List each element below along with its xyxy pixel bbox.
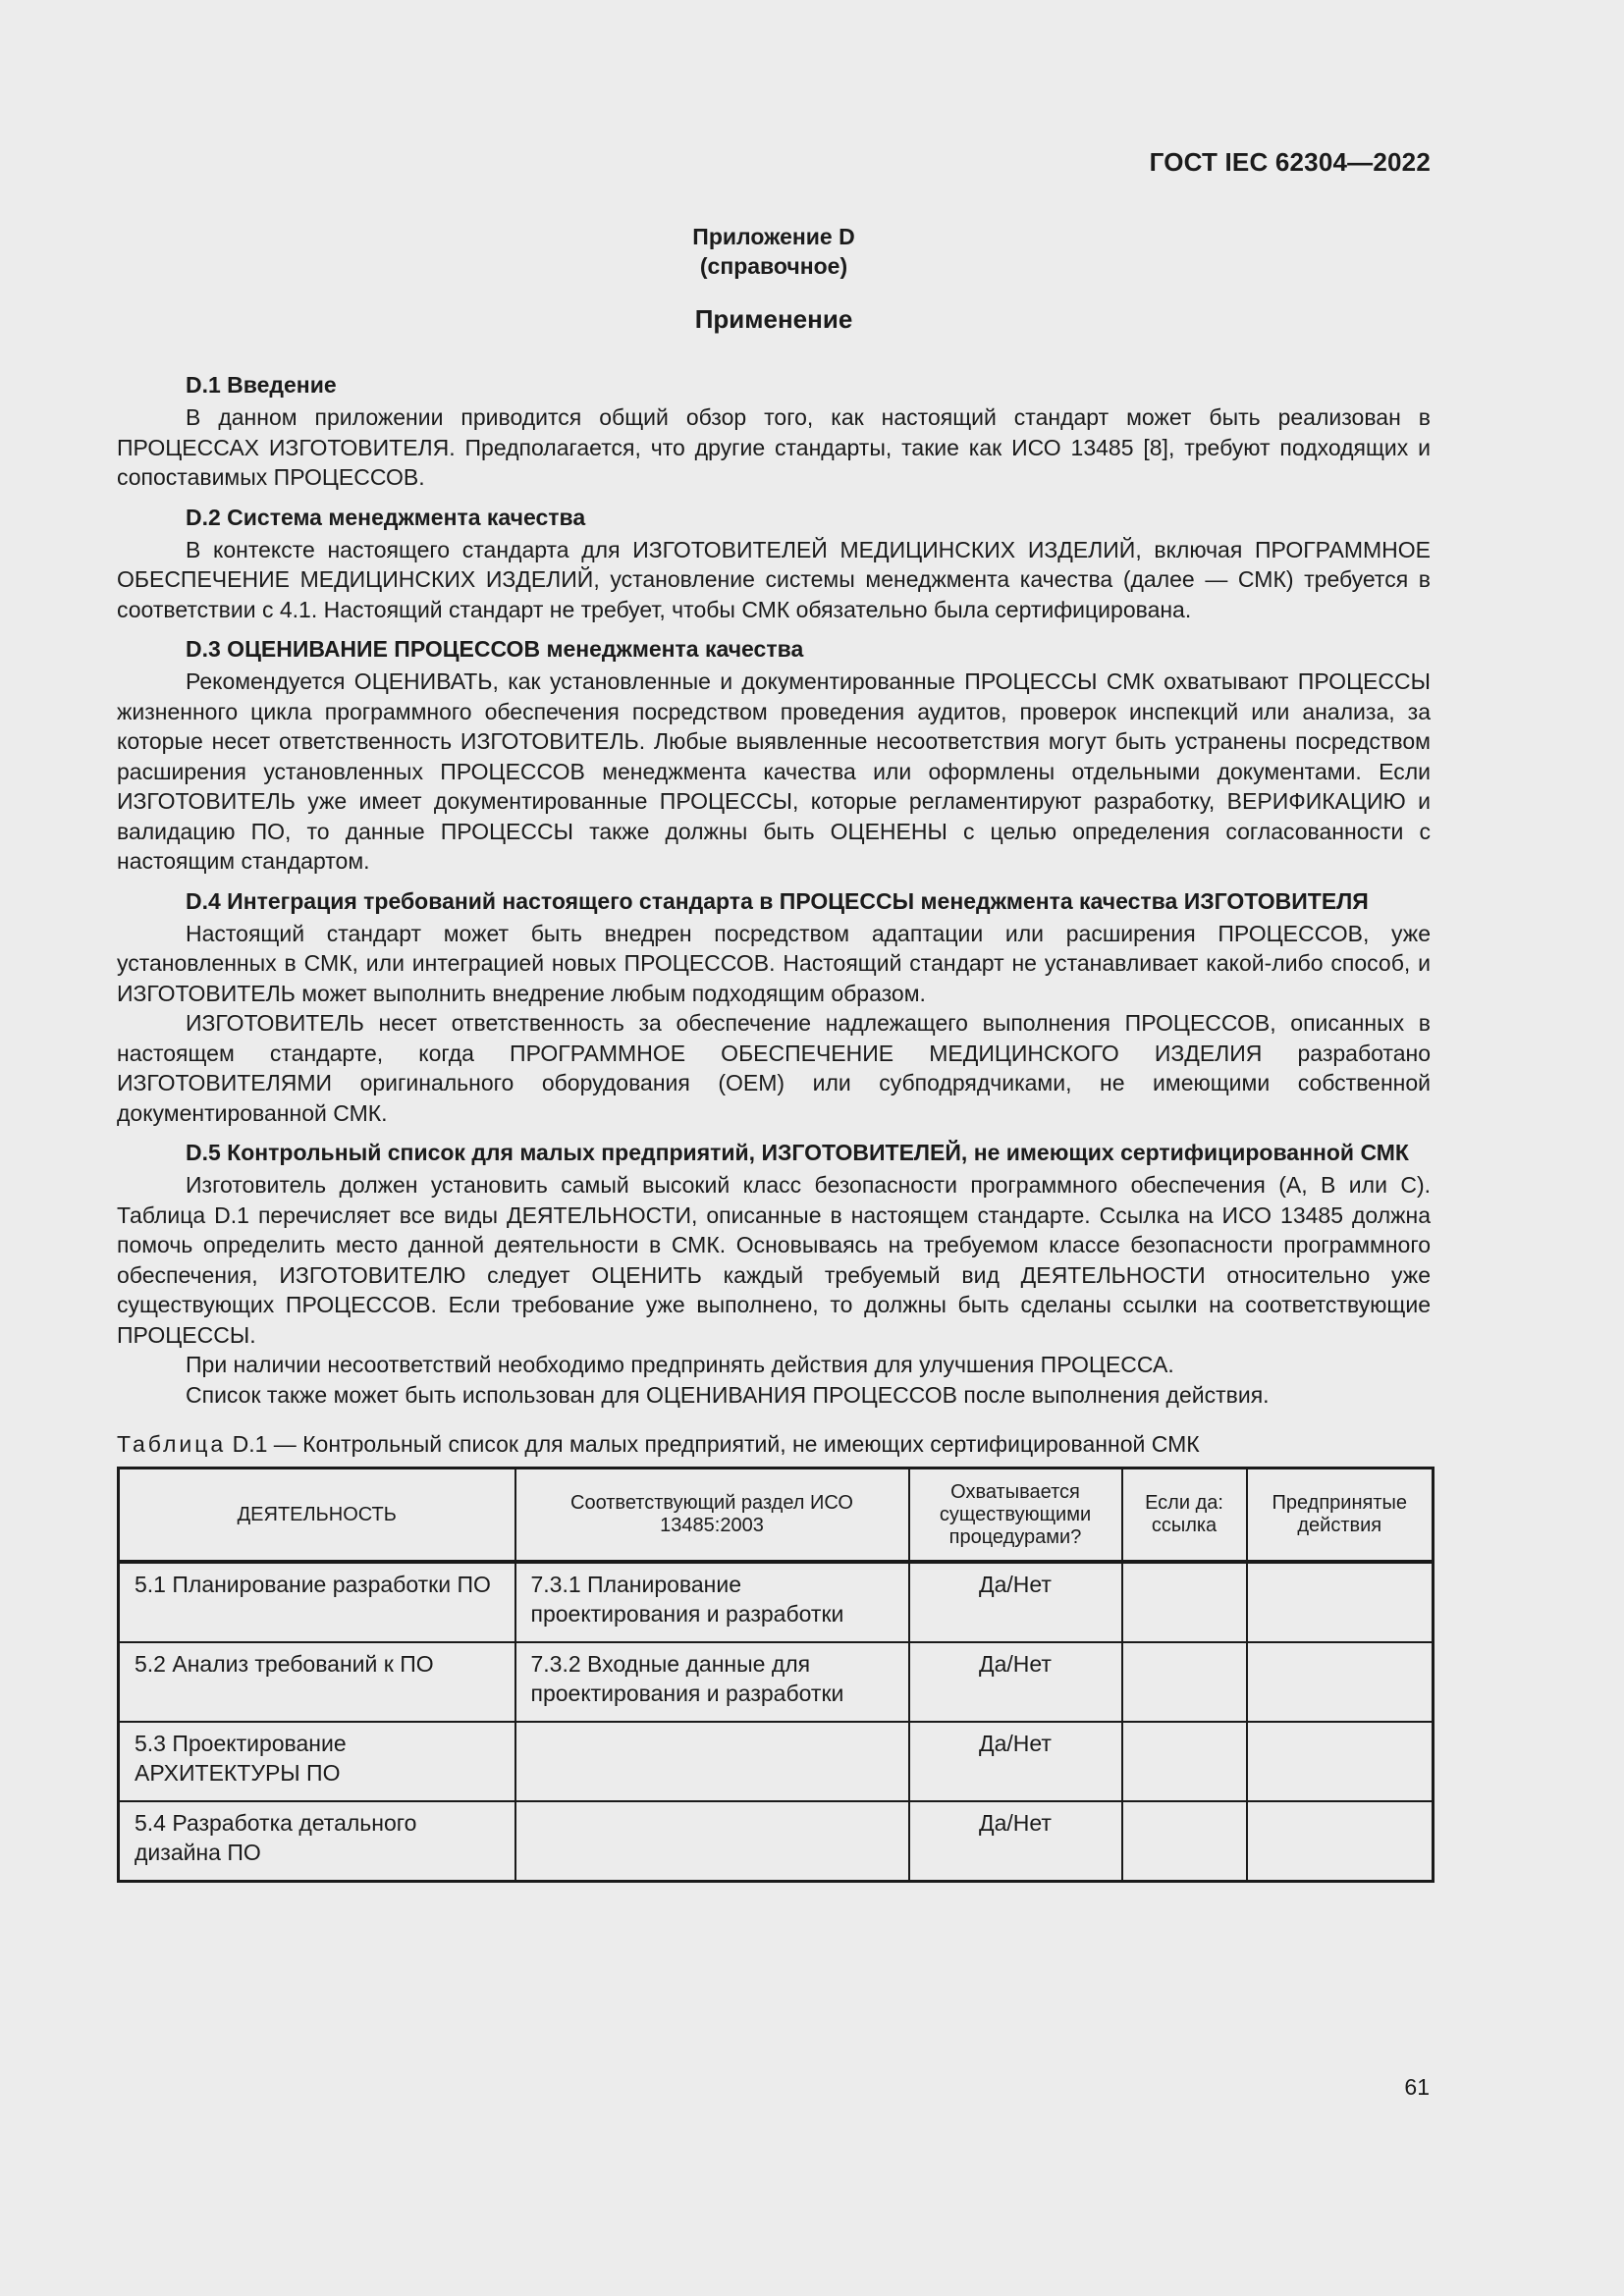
cell-reference [1122, 1562, 1247, 1642]
cell-covered: Да/Нет [909, 1642, 1122, 1722]
cell-actions [1247, 1642, 1434, 1722]
table-caption [117, 1429, 1431, 1459]
cell-actions [1247, 1562, 1434, 1642]
cell-reference [1122, 1801, 1247, 1882]
cell-iso-section: 7.3.2 Входные данные для проектирования и разработки [515, 1642, 909, 1722]
header-actions: Предпринятые действия [1247, 1468, 1434, 1563]
paragraph: Рекомендуется ОЦЕНИВАТЬ, как установленные и документированные ПРОЦЕССЫ СМК охватывают ПРОЦЕССЫ жизненного цикла программного обеспечения посредством проведения аудитов, проверок инспекций или анализа, за которые несет ответственность ИЗГОТОВИТЕЛЬ. Любые выявленные несоответствия могут быть устранены посредством расширения установленных ПРОЦЕССОВ менеджмента качества или оформлены отдельными документами. Если ИЗГОТОВИТЕЛЬ уже имеет документированные ПРОЦЕССЫ, которые регламентируют разработку, ВЕРИФИКАЦИЮ и валидацию ПО, то данные ПРОЦЕССЫ также должны быть ОЦЕНЕНЫ с целью определения согласованности с настоящим стандартом. [117, 668, 1431, 874]
annex-type: (справочное) [699, 253, 848, 279]
section-heading: D.2 Система менеджмента качества [186, 504, 586, 530]
header-reference: Если да: ссылка [1122, 1468, 1247, 1563]
section-d3 [117, 634, 1431, 877]
section-d4 [117, 886, 1431, 1129]
section-heading: D.3 ОЦЕНИВАНИЕ ПРОЦЕССОВ менеджмента качества [186, 636, 804, 662]
section-heading: D.5 Контрольный список для малых предприятий, ИЗГОТОВИТЕЛЕЙ, не имеющих сертифицированной СМК [186, 1140, 1409, 1165]
annex-label: Приложение D [692, 224, 855, 249]
section-d2 [117, 503, 1431, 625]
table-row [119, 1801, 1434, 1882]
cell-reference [1122, 1722, 1247, 1801]
section-heading: D.1 Введение [186, 372, 337, 398]
table-header-row [119, 1468, 1434, 1563]
cell-activity: 5.4 Разработка детального дизайна ПО [119, 1801, 515, 1882]
section-d1 [117, 370, 1431, 493]
cell-reference [1122, 1642, 1247, 1722]
checklist-table [117, 1467, 1435, 1883]
cell-activity: 5.3 Проектирование АРХИТЕКТУРЫ ПО [119, 1722, 515, 1801]
cell-covered: Да/Нет [909, 1801, 1122, 1882]
section-heading: D.4 Интеграция требований настоящего стандарта в ПРОЦЕССЫ менеджмента качества ИЗГОТОВИТЕЛЯ [186, 887, 1369, 914]
paragraph: Изготовитель должен установить самый высокий класс безопасности программного обеспечения (А, В или С). Таблица D.1 перечисляет все виды ДЕЯТЕЛЬНОСТИ, описанные в настоящем стандарте. Ссылка на ИСО 13485 должна помочь определить место данной деятельности в СМК. Основываясь на требуемом классе безопасности программного обеспечения, ИЗГОТОВИТЕЛЮ следует ОЦЕНИТЬ каждый требуемый вид ДЕЯТЕЛЬНОСТИ относительно уже существующих ПРОЦЕССОВ. Если требование уже выполнено, то должны быть сделаны ссылки на соответствующие ПРОЦЕССЫ. [117, 1172, 1431, 1348]
header-covered: Охватывается существующими процедурами? [909, 1468, 1122, 1563]
cell-activity: 5.2 Анализ требований к ПО [119, 1642, 515, 1722]
annex-title: Применение [694, 304, 853, 334]
cell-actions [1247, 1722, 1434, 1801]
cell-iso-section [515, 1801, 909, 1882]
cell-covered: Да/Нет [909, 1562, 1122, 1642]
table-row [119, 1642, 1434, 1722]
cell-actions [1247, 1801, 1434, 1882]
table-row [119, 1562, 1434, 1642]
paragraph: При наличии несоответствий необходимо предпринять действия для улучшения ПРОЦЕССА. [186, 1352, 1174, 1377]
paragraph: Настоящий стандарт может быть внедрен посредством адаптации или расширения ПРОЦЕССОВ, уже установленных в СМК, или интеграцией новых ПРОЦЕССОВ. Настоящий стандарт не устанавливает какой-либо способ, и ИЗГОТОВИТЕЛЬ может выполнить внедрение любым подходящим образом. [117, 920, 1431, 1006]
cell-iso-section: 7.3.1 Планирование проектирования и разработки [515, 1562, 909, 1642]
cell-activity: 5.1 Планирование разработки ПО [119, 1562, 515, 1642]
section-d5 [117, 1138, 1431, 1410]
page-content [117, 222, 1431, 1883]
cell-covered: Да/Нет [909, 1722, 1122, 1801]
paragraph: ИЗГОТОВИТЕЛЬ несет ответственность за обеспечение надлежащего выполнения ПРОЦЕССОВ, описанных в настоящем стандарте, когда ПРОГРАММНОЕ ОБЕСПЕЧЕНИЕ МЕДИЦИНСКОГО ИЗДЕЛИЯ разработано ИЗГОТОВИТЕЛЯМИ оригинального оборудования (OEM) или субподрядчиками, не имеющими собственной документированной СМК. [117, 1010, 1431, 1126]
paragraph: Список также может быть использован для ОЦЕНИВАНИЯ ПРОЦЕССОВ после выполнения действия. [186, 1381, 1270, 1408]
table-row [119, 1722, 1434, 1801]
standard-code: ГОСТ IEC 62304—2022 [1149, 147, 1431, 177]
paragraph: В данном приложении приводится общий обзор того, как настоящий стандарт может быть реализован в ПРОЦЕССАХ ИЗГОТОВИТЕЛЯ. Предполагается, что другие стандарты, такие как ИСО 13485 [8], требуют подходящих и сопоставимых ПРОЦЕССОВ. [117, 404, 1431, 490]
header-activity: ДЕЯТЕЛЬНОСТЬ [119, 1468, 515, 1563]
paragraph: В контексте настоящего стандарта для ИЗГОТОВИТЕЛЕЙ МЕДИЦИНСКИХ ИЗДЕЛИЙ, включая ПРОГРАММНОЕ ОБЕСПЕЧЕНИЕ МЕДИЦИНСКИХ ИЗДЕЛИЙ, установление системы менеджмента качества (далее — СМК) требуется в соответствии с 4.1. Настоящий стандарт не требует, чтобы СМК обязательно была сертифицирована. [117, 536, 1431, 622]
page-number: 61 [1404, 2074, 1430, 2100]
cell-iso-section [515, 1722, 909, 1801]
header-iso-section: Соответствующий раздел ИСО 13485:2003 [515, 1468, 909, 1563]
table-caption-text: D.1 — Контрольный список для малых предприятий, не имеющих сертифицированной СМК [232, 1431, 1200, 1457]
table-caption-word: Таблица [117, 1431, 227, 1457]
